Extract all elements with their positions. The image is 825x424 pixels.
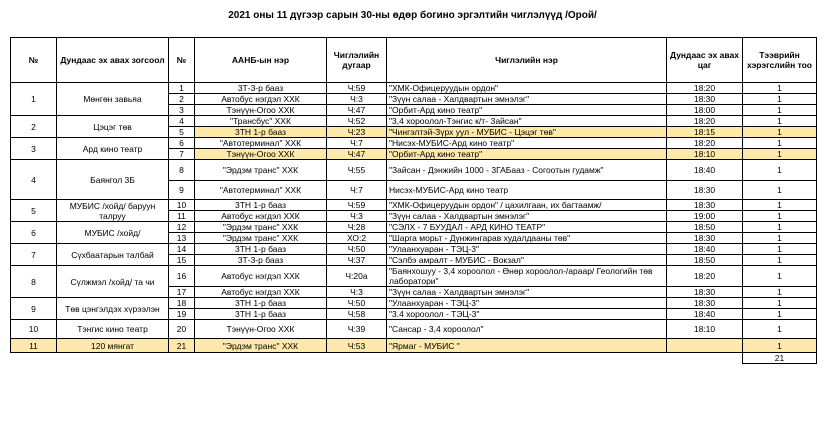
group-no-cell: 7 — [11, 244, 57, 266]
route-no-cell: Ч:52 — [327, 116, 387, 127]
table-row — [11, 244, 817, 255]
time-cell — [667, 339, 743, 353]
table-row — [11, 339, 817, 353]
time-cell: 19:00 — [667, 211, 743, 222]
route-name-cell: "Шарга морьт - Дүнжингарав худалдааны төв" — [387, 233, 667, 244]
time-cell: 18:40 — [667, 309, 743, 320]
empty-cell — [387, 353, 667, 364]
row-no-cell: 3 — [169, 105, 195, 116]
company-cell: "Эрдэм транс" ХХК — [195, 233, 327, 244]
table-row — [11, 298, 817, 309]
empty-cell — [327, 353, 387, 364]
group-no-cell: 2 — [11, 116, 57, 138]
table-row — [11, 160, 817, 181]
row-no-cell: 12 — [169, 222, 195, 233]
time-cell: 18:50 — [667, 222, 743, 233]
company-cell: Автобус нэгдэл ХХК — [195, 266, 327, 287]
route-name-cell: "3,4 хороолол-Тэнгис к/т- Зайсан" — [387, 116, 667, 127]
total-count-cell: 21 — [743, 353, 817, 364]
vehicle-count-cell: 1 — [743, 181, 817, 200]
table-row — [11, 200, 817, 211]
company-cell: "Эрдэм транс" ХХК — [195, 222, 327, 233]
route-no-cell: Ч:7 — [327, 138, 387, 149]
vehicle-count-cell: 1 — [743, 94, 817, 105]
row-no-cell: 21 — [169, 339, 195, 353]
company-cell: "Трансбус" ХХК — [195, 116, 327, 127]
page-title: 2021 оны 11 дүгээр сарын 30-ны өдөр богино эргэлтийн чиглэлүүд /Орой/ — [228, 10, 597, 21]
empty-cell — [195, 353, 327, 364]
route-name-cell: "Нисэх-МУБИС-Ард кино театр" — [387, 138, 667, 149]
company-cell: "Автотерминал" ХХК — [195, 181, 327, 200]
row-no-cell: 19 — [169, 309, 195, 320]
route-name-cell: "Орбит-Ард кино театр" — [387, 149, 667, 160]
company-cell: Тэнүүн-Огоо ХХК — [195, 320, 327, 339]
route-no-cell: Ч:50 — [327, 244, 387, 255]
group-no-cell: 3 — [11, 138, 57, 160]
table-row — [11, 116, 817, 127]
vehicle-count-cell: 1 — [743, 309, 817, 320]
company-cell: 3ТН 1-р бааз — [195, 244, 327, 255]
company-cell: 3Т-3-р бааз — [195, 255, 327, 266]
header-vehicles: Тээврийн хэрэгслийн тоо — [743, 38, 817, 83]
vehicle-count-cell: 1 — [743, 138, 817, 149]
route-no-cell: Ч:59 — [327, 83, 387, 94]
group-source-cell: Ард кино театр — [57, 138, 169, 160]
time-cell: 18:20 — [667, 138, 743, 149]
vehicle-count-cell: 1 — [743, 233, 817, 244]
time-cell: 18:30 — [667, 200, 743, 211]
total-row — [11, 353, 817, 364]
route-no-cell: ХО:2 — [327, 233, 387, 244]
row-no-cell: 1 — [169, 83, 195, 94]
header-time: Дундаас эх авах цаг — [667, 38, 743, 83]
time-cell: 18:40 — [667, 160, 743, 181]
route-no-cell: Ч:47 — [327, 149, 387, 160]
header-source: Дундаас эх авах зогсоол — [57, 38, 169, 83]
route-no-cell: Ч:59 — [327, 200, 387, 211]
route-no-cell: Ч:3 — [327, 287, 387, 298]
table-row — [11, 320, 817, 339]
row-no-cell: 5 — [169, 127, 195, 138]
row-no-cell: 10 — [169, 200, 195, 211]
group-no-cell: 10 — [11, 320, 57, 339]
row-no-cell: 9 — [169, 181, 195, 200]
time-cell: 18:00 — [667, 105, 743, 116]
route-name-cell: "Сансар - 3,4 хороолол" — [387, 320, 667, 339]
vehicle-count-cell: 1 — [743, 160, 817, 181]
route-no-cell: Ч:20а — [327, 266, 387, 287]
route-name-cell: "Сэлбэ амралт - МУБИС - Вокзал" — [387, 255, 667, 266]
route-name-cell: "Ярмаг - МУБИС " — [387, 339, 667, 353]
route-no-cell: Ч:3 — [327, 211, 387, 222]
time-cell: 18:30 — [667, 94, 743, 105]
route-name-cell: "Орбит-Ард кино театр" — [387, 105, 667, 116]
route-name-cell: "3.4 хороолол - ТЭЦ-3" — [387, 309, 667, 320]
row-no-cell: 20 — [169, 320, 195, 339]
group-no-cell: 1 — [11, 83, 57, 116]
route-name-cell: "Зүүн салаа - Халдвартын эмнэлэг" — [387, 287, 667, 298]
route-name-cell: "Баянхошуу - 3,4 хороолол - Өнөр хороолол-/араар/ Геологийн төв лаборатори" — [387, 266, 667, 287]
vehicle-count-cell: 1 — [743, 211, 817, 222]
row-no-cell: 17 — [169, 287, 195, 298]
route-no-cell: Ч:3 — [327, 94, 387, 105]
route-name-cell: "ХМК-Офицеруудын ордон" / цахилгаан, их багтаамж/ — [387, 200, 667, 211]
row-no-cell: 16 — [169, 266, 195, 287]
time-cell: 18:30 — [667, 287, 743, 298]
time-cell: 18:20 — [667, 116, 743, 127]
header-route-no: Чиглэлийн дугаар — [327, 38, 387, 83]
row-no-cell: 2 — [169, 94, 195, 105]
vehicle-count-cell: 1 — [743, 222, 817, 233]
vehicle-count-cell: 1 — [743, 244, 817, 255]
vehicle-count-cell: 1 — [743, 127, 817, 138]
group-source-cell: Тэнгис кино театр — [57, 320, 169, 339]
group-source-cell: 120 мянгат — [57, 339, 169, 353]
vehicle-count-cell: 1 — [743, 287, 817, 298]
table-row — [11, 266, 817, 287]
vehicle-count-cell: 1 — [743, 255, 817, 266]
company-cell: 3ТН 1-р бааз — [195, 127, 327, 138]
time-cell: 18:10 — [667, 149, 743, 160]
group-no-cell: 8 — [11, 266, 57, 298]
company-cell: 3Т-3-р бааз — [195, 83, 327, 94]
group-no-cell: 11 — [11, 339, 57, 353]
empty-cell — [57, 353, 169, 364]
row-no-cell: 13 — [169, 233, 195, 244]
group-no-cell: 6 — [11, 222, 57, 244]
route-no-cell: Ч:37 — [327, 255, 387, 266]
group-source-cell: Цэцэг төв — [57, 116, 169, 138]
row-no-cell: 4 — [169, 116, 195, 127]
time-cell: 18:40 — [667, 244, 743, 255]
route-name-cell: "СЭЛХ - 7 БУУДАЛ - АРД КИНО ТЕАТР" — [387, 222, 667, 233]
empty-cell — [169, 353, 195, 364]
route-no-cell: Ч:55 — [327, 160, 387, 181]
company-cell: "Эрдэм транс" ХХК — [195, 160, 327, 181]
company-cell: Тэнүүн-Огоо ХХК — [195, 105, 327, 116]
vehicle-count-cell: 1 — [743, 339, 817, 353]
group-source-cell: Сүлжмэл /хойд/ та чи — [57, 266, 169, 298]
company-cell: "Эрдэм транс" ХХК — [195, 339, 327, 353]
company-cell: 3ТН 1-р бааз — [195, 200, 327, 211]
vehicle-count-cell: 1 — [743, 298, 817, 309]
route-no-cell: Ч:47 — [327, 105, 387, 116]
time-cell: 18:30 — [667, 181, 743, 200]
row-no-cell: 8 — [169, 160, 195, 181]
route-name-cell: "ХМК-Офицеруудын ордон" — [387, 83, 667, 94]
route-name-cell: "Зүүн салаа - Халдвартын эмнэлэг" — [387, 211, 667, 222]
time-cell: 18:20 — [667, 83, 743, 94]
group-no-cell: 5 — [11, 200, 57, 222]
vehicle-count-cell: 1 — [743, 105, 817, 116]
company-cell: Автобус нэгдэл ХХК — [195, 211, 327, 222]
group-source-cell: Төв цэнгэлдэх хүрээлэн — [57, 298, 169, 320]
group-source-cell: Баянгол 3Б — [57, 160, 169, 200]
route-no-cell: Ч:53 — [327, 339, 387, 353]
group-source-cell: Сүхбаатарын талбай — [57, 244, 169, 266]
row-no-cell: 18 — [169, 298, 195, 309]
company-cell: "Автотерминал" ХХК — [195, 138, 327, 149]
header-no2: № — [169, 38, 195, 83]
row-no-cell: 7 — [169, 149, 195, 160]
route-no-cell: Ч:39 — [327, 320, 387, 339]
vehicle-count-cell: 1 — [743, 200, 817, 211]
route-name-cell: "Улаанхуаран - ТЭЦ-3" — [387, 298, 667, 309]
route-name-cell: "Чингэлтэй-Зүрх уул - МУБИС - Цэцэг төв" — [387, 127, 667, 138]
company-cell: 3ТН 1-р бааз — [195, 298, 327, 309]
header-route-name: Чиглэлийн нэр — [387, 38, 667, 83]
time-cell: 18:15 — [667, 127, 743, 138]
vehicle-count-cell: 1 — [743, 116, 817, 127]
vehicle-count-cell: 1 — [743, 149, 817, 160]
route-no-cell: Ч:23 — [327, 127, 387, 138]
vehicle-count-cell: 1 — [743, 83, 817, 94]
route-name-cell: "Зайсан - Дэнжийн 1000 - 3ГАБааз - Согоотын гудамж" — [387, 160, 667, 181]
row-no-cell: 6 — [169, 138, 195, 149]
company-cell: Автобус нэгдэл ХХК — [195, 94, 327, 105]
empty-cell — [11, 353, 57, 364]
row-no-cell: 14 — [169, 244, 195, 255]
route-no-cell: Ч:50 — [327, 298, 387, 309]
header-company: ААНБ-ын нэр — [195, 38, 327, 83]
group-source-cell: МУБИС /хойд/ баруун талруу — [57, 200, 169, 222]
header-row — [11, 38, 817, 83]
company-cell: Тэнүүн-Огоо ХХК — [195, 149, 327, 160]
group-no-cell: 4 — [11, 160, 57, 200]
time-cell: 18:10 — [667, 320, 743, 339]
group-source-cell: Мөнгөн завьяа — [57, 83, 169, 116]
row-no-cell: 15 — [169, 255, 195, 266]
vehicle-count-cell: 1 — [743, 266, 817, 287]
route-no-cell: Ч:58 — [327, 309, 387, 320]
group-source-cell: МУБИС /хойд/ — [57, 222, 169, 244]
time-cell: 18:50 — [667, 255, 743, 266]
empty-cell — [667, 353, 743, 364]
time-cell: 18:30 — [667, 298, 743, 309]
header-no: № — [11, 38, 57, 83]
vehicle-count-cell: 1 — [743, 320, 817, 339]
route-table — [10, 37, 817, 364]
company-cell: 3ТН 1-р бааз — [195, 309, 327, 320]
table-row — [11, 138, 817, 149]
route-no-cell: Ч:7 — [327, 181, 387, 200]
route-name-cell: "Улаанхуаран - ТЭЦ-3" — [387, 244, 667, 255]
group-no-cell: 9 — [11, 298, 57, 320]
route-no-cell: Ч:28 — [327, 222, 387, 233]
time-cell: 18:30 — [667, 233, 743, 244]
route-name-cell: "Зүүн салаа - Халдвартын эмнэлэг" — [387, 94, 667, 105]
company-cell: Автобус нэгдэл ХХК — [195, 287, 327, 298]
row-no-cell: 11 — [169, 211, 195, 222]
table-row — [11, 222, 817, 233]
table-row — [11, 83, 817, 94]
time-cell: 18:20 — [667, 266, 743, 287]
route-name-cell: Нисэх-МУБИС-Ард кино театр — [387, 181, 667, 200]
table-body — [11, 83, 817, 364]
